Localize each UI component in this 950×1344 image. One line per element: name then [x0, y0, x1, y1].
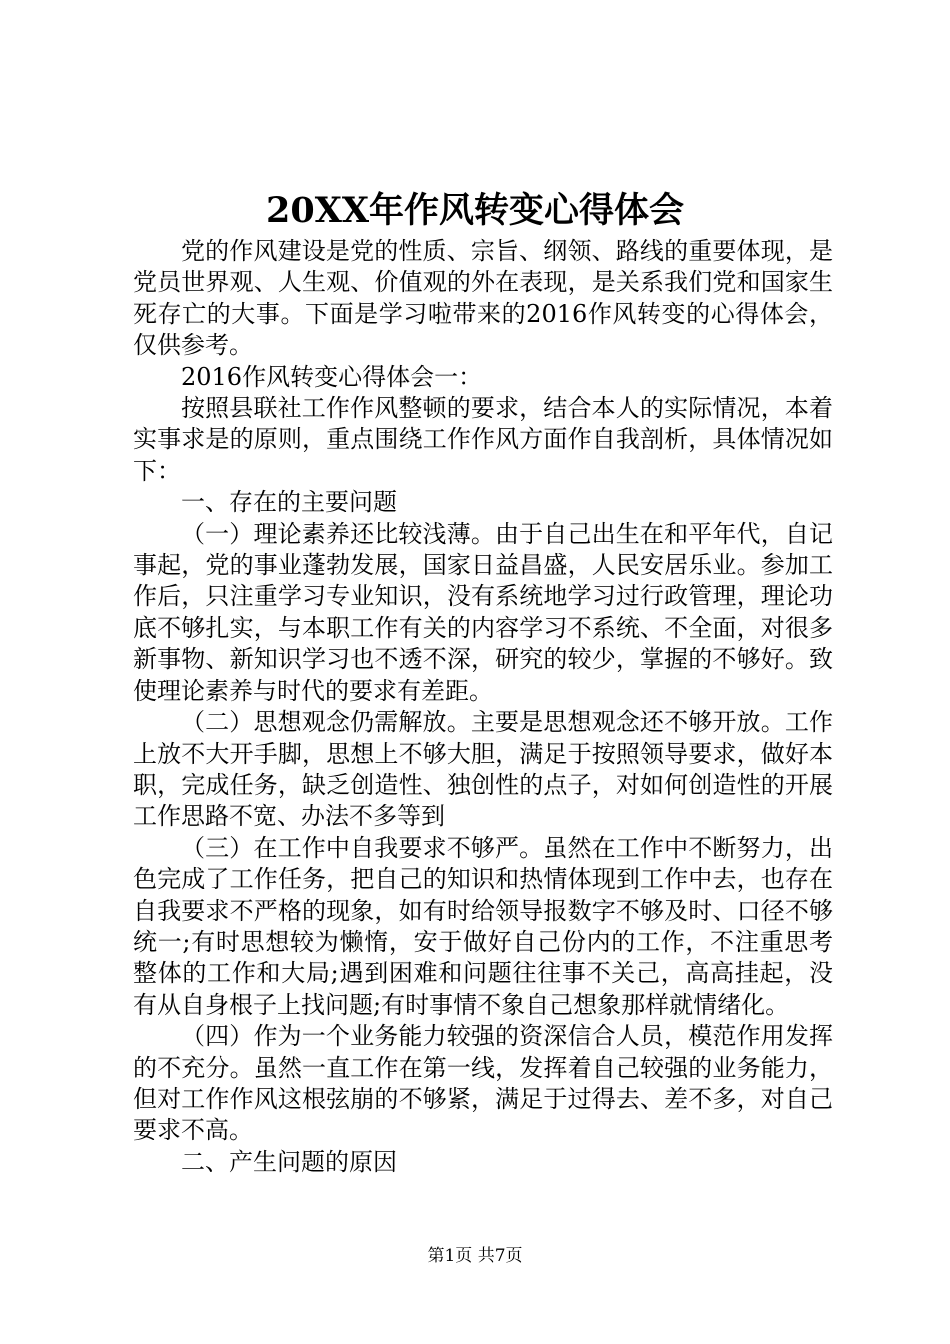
paragraph-overview: 按照县联社工作作风整顿的要求，结合本人的实际情况，本着实事求是的原则，重点围绕工作作风方面作自我剖析，具体情况如下： — [133, 394, 833, 485]
paragraph-problem-4: （四）作为一个业务能力较强的资深信合人员，模范作用发挥的不充分。虽然一直工作在第一线，发挥着自己较强的业务能力，但对工作作风这根弦崩的不够紧，满足于过得去、差不多，对自己要求不高。 — [133, 1022, 833, 1145]
paragraph-heading-problems: 一、存在的主要问题 — [181, 488, 397, 517]
paragraph-problem-1: （一）理论素养还比较浅薄。由于自己出生在和平年代，自记事起，党的事业蓬勃发展，国家日益昌盛，人民安居乐业。参加工作后，只注重学习专业知识，没有系统地学习过行政管理，理论功底不够扎实，与本职工作有关的内容学习不系统、不全面，对很多新事物、新知识学习也不透不深，研究的较少，掌握的不够好。致使理论素养与时代的要求有差距。 — [133, 519, 833, 705]
paragraph-problem-2: （二）思想观念仍需解放。主要是思想观念还不够开放。工作上放不大开手脚，思想上不够大胆，满足于按照领导要求，做好本职，完成任务，缺乏创造性、独创性的点子，对如何创造性的开展工作思路不宽、办法不多等到 — [133, 708, 833, 831]
paragraph-problem-3: （三）在工作中自我要求不够严。虽然在工作中不断努力，出色完成了工作任务，把自己的知识和热情体现到工作中去，也存在自我要求不严格的现象，如有时给领导报数字不够及时、口径不够统一;有时思想较为懒惰，安于做好自己份内的工作，不注重思考整体的工作和大局;遇到困难和问题往往事不关己，高高挂起，没有从自身根子上找问题;有时事情不象自己想象那样就情绪化。 — [133, 833, 833, 1019]
paragraph-section-heading: 2016作风转变心得体会一： — [181, 362, 483, 391]
paragraph-intro: 党的作风建设是党的性质、宗旨、纲领、路线的重要体现，是党员世界观、人生观、价值观的外在表现，是关系我们党和国家生死存亡的大事。下面是学习啦带来的2016作风转变的心得体会，仅供参考。 — [133, 237, 833, 360]
document-body — [133, 236, 833, 1178]
document-title: 20XX年作风转变心得体会 — [265, 190, 685, 231]
page-number-footer: 第1页 共7页 — [427, 1246, 523, 1266]
paragraph-heading-causes: 二、产生问题的原因 — [181, 1147, 397, 1176]
